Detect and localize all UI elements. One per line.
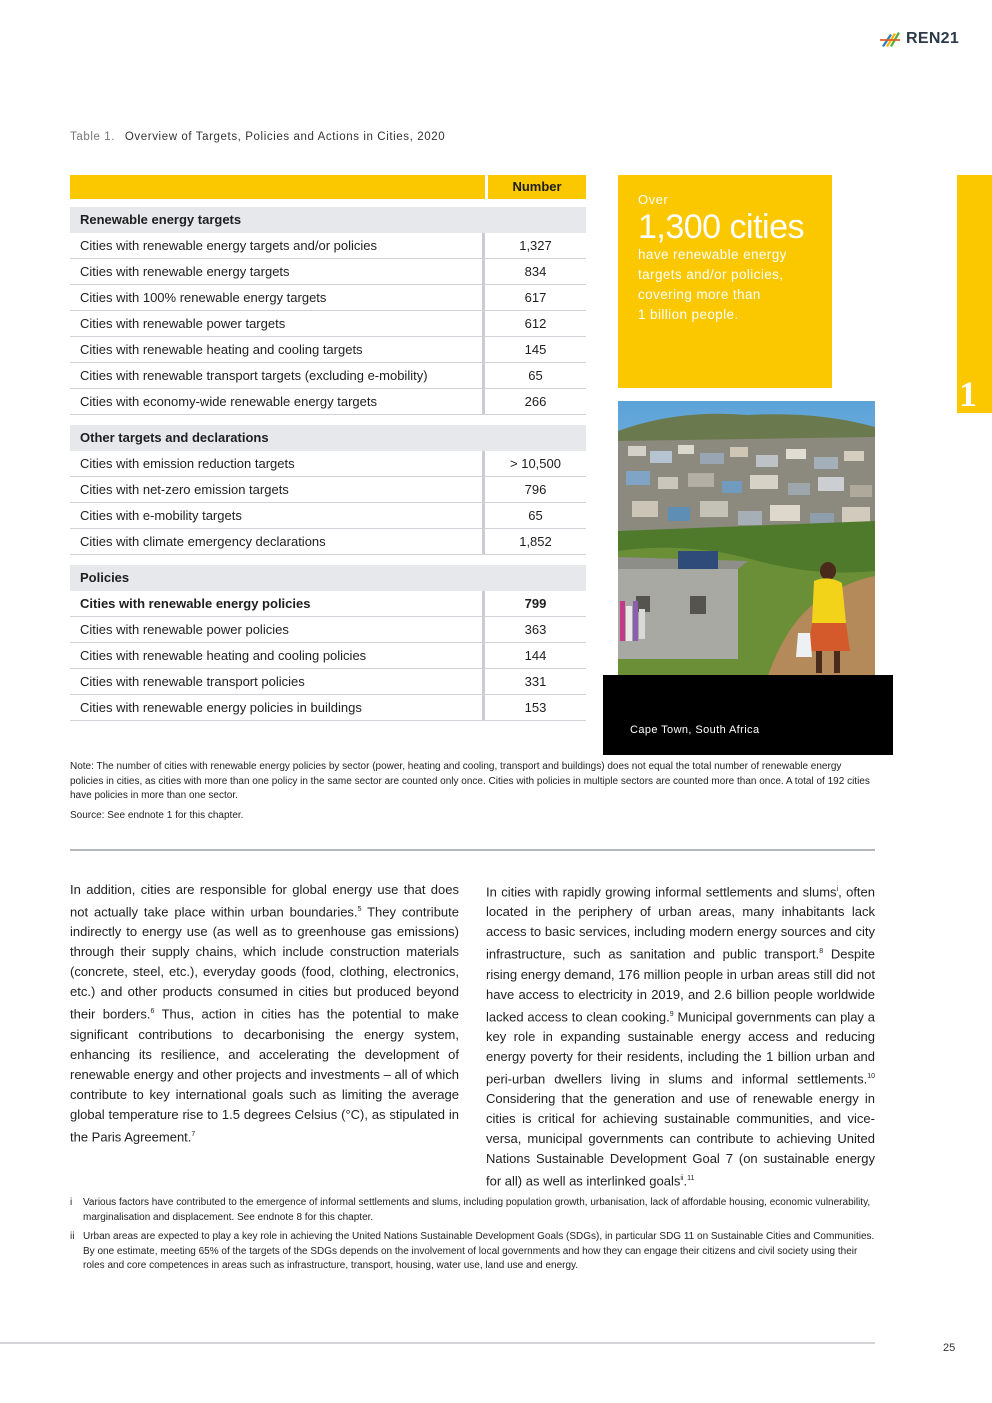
- photo-caption-box: [603, 675, 893, 755]
- endnote-reference: ii: [680, 1175, 684, 1183]
- table-row: [70, 503, 586, 529]
- table-row-value: 145: [524, 342, 547, 357]
- highlight-line: have renewable energy: [638, 247, 787, 262]
- table-row: [70, 529, 586, 555]
- endnote-reference: 11: [687, 1175, 695, 1183]
- table-row: [70, 643, 586, 669]
- body-paragraph-left: [70, 880, 459, 1147]
- footnote-text: Various factors have contributed to the emergence of informal settlements and slums, including population growth, urbanisation, lack of affordable housing, economic vulnerability, marginalisation and displacement. See endnote 8 for this chapter.: [83, 1197, 871, 1223]
- table-row-label: Cities with renewable power targets: [70, 311, 485, 336]
- body-text-segment: In cities with rapidly growing informal settlements and slums: [486, 884, 837, 900]
- table-row-value: 266: [524, 394, 547, 409]
- table-row-label: Cities with e-mobility targets: [70, 503, 485, 528]
- table-row: [70, 617, 586, 643]
- table-row-value: 617: [524, 290, 547, 305]
- chapter-number: 1: [959, 374, 977, 414]
- table-body: [70, 207, 586, 721]
- footnote-mark: i: [70, 1197, 73, 1208]
- table-row-value: 363: [524, 622, 547, 637]
- endnote-reference: 9: [669, 1010, 674, 1018]
- endnote-reference: 5: [357, 906, 362, 913]
- table-row-label: Cities with renewable energy targets: [70, 259, 485, 284]
- table-caption-title: Overview of Targets, Policies and Actions in Cities, 2020: [124, 131, 446, 143]
- body-text-segment: Thus, action in cities has the potential to make significant contributions to decarbonising the energy system, enhancing its resilience, and accelerating the development of renewable energy and other projects and investments – all of which contribute to key international goals such as limiting the average global temperature rise to 1.5 degrees Celsius (°C), as stipulated in the Paris Agreement.: [70, 1006, 460, 1144]
- table-row-value: > 10,500: [510, 456, 561, 471]
- table-row-value: 1,327: [519, 238, 552, 253]
- ren21-logo: [880, 30, 959, 48]
- body-paragraph-right: [486, 880, 875, 1192]
- footnote-mark: ii: [70, 1231, 75, 1242]
- table-header-number: Number: [488, 175, 586, 199]
- table-row-label: Cities with net-zero emission targets: [70, 477, 485, 502]
- table-row-value: 65: [528, 508, 543, 523]
- table-row-value: 331: [524, 674, 547, 689]
- body-text-segment: , often located in the periphery of urban areas, many inhabitants lack access to basic services, including modern energy sources and city infrastructure, such as sanitation and public transport.: [486, 884, 876, 962]
- table-note: Note: The number of cities with renewable energy policies by sector (power, heating and cooling, transport and buildings) does not equal the total number of renewable energy policies in cities, as cities with more than one policy in the same sector are counted only once. Cities with policies in multiple sectors are counted more than once. A total of 192 cities have policies in more than one sector.: [70, 761, 870, 801]
- table-row-label: Cities with 100% renewable energy targets: [70, 285, 485, 310]
- footnote-ii: [70, 1230, 875, 1274]
- table-row: [70, 669, 586, 695]
- footer-rule: [0, 1342, 875, 1344]
- page-number: 25: [943, 1342, 956, 1354]
- highlight-line: 1 billion people.: [638, 307, 739, 322]
- table-section-title: Policies: [70, 565, 586, 591]
- endnote-reference: 6: [150, 1008, 155, 1016]
- table-row-label: Cities with emission reduction targets: [70, 451, 485, 476]
- table-row: [70, 363, 586, 389]
- body-text-segment: Municipal governments can play a key role in expanding sustainable energy access and reducing energy poverty for their residents, including the 1 billion urban and peri-urban dwellers living in slums and informal settlements.: [486, 1008, 875, 1087]
- photo-caption: Cape Town, South Africa: [630, 724, 760, 736]
- table-row-value: 153: [524, 700, 547, 715]
- endnote-reference: 7: [191, 1130, 196, 1138]
- ren21-logo-icon: [880, 30, 902, 48]
- table-row: [70, 233, 586, 259]
- table-row-label: Cities with renewable heating and cooling targets: [70, 337, 485, 362]
- table-row-value: 144: [524, 648, 547, 663]
- table-row: [70, 695, 586, 721]
- cape-town-photo: [618, 401, 875, 675]
- body-text-segment: They contribute indirectly to energy use (as well as to greenhouse gas emissions) through their supply chains, which include construction materials (concrete, steel, etc.), everyday goods (food, clothing, electronics, etc.) and other products consumed in cities but produced beyond their borders.: [70, 904, 459, 1022]
- highlight-pre: Over: [638, 192, 669, 207]
- section-divider: [70, 849, 875, 851]
- ren21-logo-text: REN21: [906, 30, 960, 47]
- table-row-value: 799: [524, 596, 547, 611]
- table-row-label: Cities with renewable power policies: [70, 617, 485, 642]
- table-row: [70, 451, 586, 477]
- table-row-value: 796: [524, 482, 547, 497]
- highlight-line: targets and/or policies,: [638, 267, 784, 282]
- table-row-label: Cities with renewable energy policies: [70, 591, 485, 616]
- table-row-label: Cities with renewable energy policies in buildings: [70, 695, 485, 720]
- table-section-title: Other targets and declarations: [70, 425, 586, 451]
- table-source: Source: See endnote 1 for this chapter.: [70, 810, 244, 821]
- table-section-title: Renewable energy targets: [70, 207, 586, 233]
- table-row-label: Cities with renewable energy targets and/or policies: [70, 233, 485, 258]
- table-row-label: Cities with climate emergency declarations: [70, 529, 485, 554]
- table-header-row: [70, 175, 586, 199]
- table-caption-number: Table 1.: [70, 131, 116, 143]
- highlight-callout: [618, 175, 832, 388]
- targets-policies-table: [70, 175, 586, 721]
- highlight-line: covering more than: [638, 287, 761, 302]
- table-header-blank: [70, 175, 485, 199]
- photo-illustration: [618, 401, 875, 675]
- table-row: [70, 311, 586, 337]
- table-caption: [70, 131, 445, 143]
- endnote-reference: i: [836, 886, 839, 893]
- table-row-value: 65: [528, 368, 543, 383]
- body-text-segment: .: [683, 1173, 688, 1189]
- endnote-reference: 8: [819, 948, 824, 956]
- table-row: [70, 337, 586, 363]
- table-row-label: Cities with economy-wide renewable energy targets: [70, 389, 485, 414]
- body-text-segment: Considering that the generation and use of renewable energy in cities is critical for achieving sustainable communities, and vice-versa, municipal governments can contribute to achieving United Nations Sustainable Development Goal 7 (on sustainable energy for all) as well as interlinked goals: [486, 1091, 875, 1189]
- table-row-value: 834: [524, 264, 547, 279]
- body-text-segment: Despite rising energy demand, 176 million people in urban areas still did not have access to electricity in 2019, and 2.6 billion people worldwide lacked access to clean cooking.: [486, 946, 875, 1024]
- table-row: [70, 285, 586, 311]
- highlight-description: [638, 245, 812, 325]
- table-row: [70, 389, 586, 415]
- body-column-left: [70, 880, 459, 1147]
- table-row: [70, 591, 586, 617]
- table-row-label: Cities with renewable transport policies: [70, 669, 485, 694]
- table-row: [70, 477, 586, 503]
- table-row-label: Cities with renewable heating and cooling policies: [70, 643, 485, 668]
- table-row-value: 1,852: [519, 534, 552, 549]
- table-row-label: Cities with renewable transport targets (excluding e-mobility): [70, 363, 485, 388]
- footnote-i: [70, 1196, 875, 1225]
- highlight-big-number: 1,300 cities: [638, 208, 804, 246]
- body-text-segment: In addition, cities are responsible for global energy use that does not actually take place within urban boundaries.: [70, 882, 459, 920]
- endnote-reference: 10: [867, 1072, 875, 1080]
- chapter-tab: [957, 175, 992, 413]
- table-row: [70, 259, 586, 285]
- footnote-text: Urban areas are expected to play a key role in achieving the United Nations Sustainable Development Goals (SDGs), in particular SDG 11 on Sustainable Cities and Communities. By one estimate, meeting 65% of the targets of the SDGs depends on the involvement of local governments and how they can engage their citizens and civil society using their roles and core competences in areas such as infrastructure, transport, housing, water use, land use and energy.: [83, 1231, 875, 1271]
- table-row-value: 612: [524, 316, 547, 331]
- body-column-right: [486, 880, 875, 1192]
